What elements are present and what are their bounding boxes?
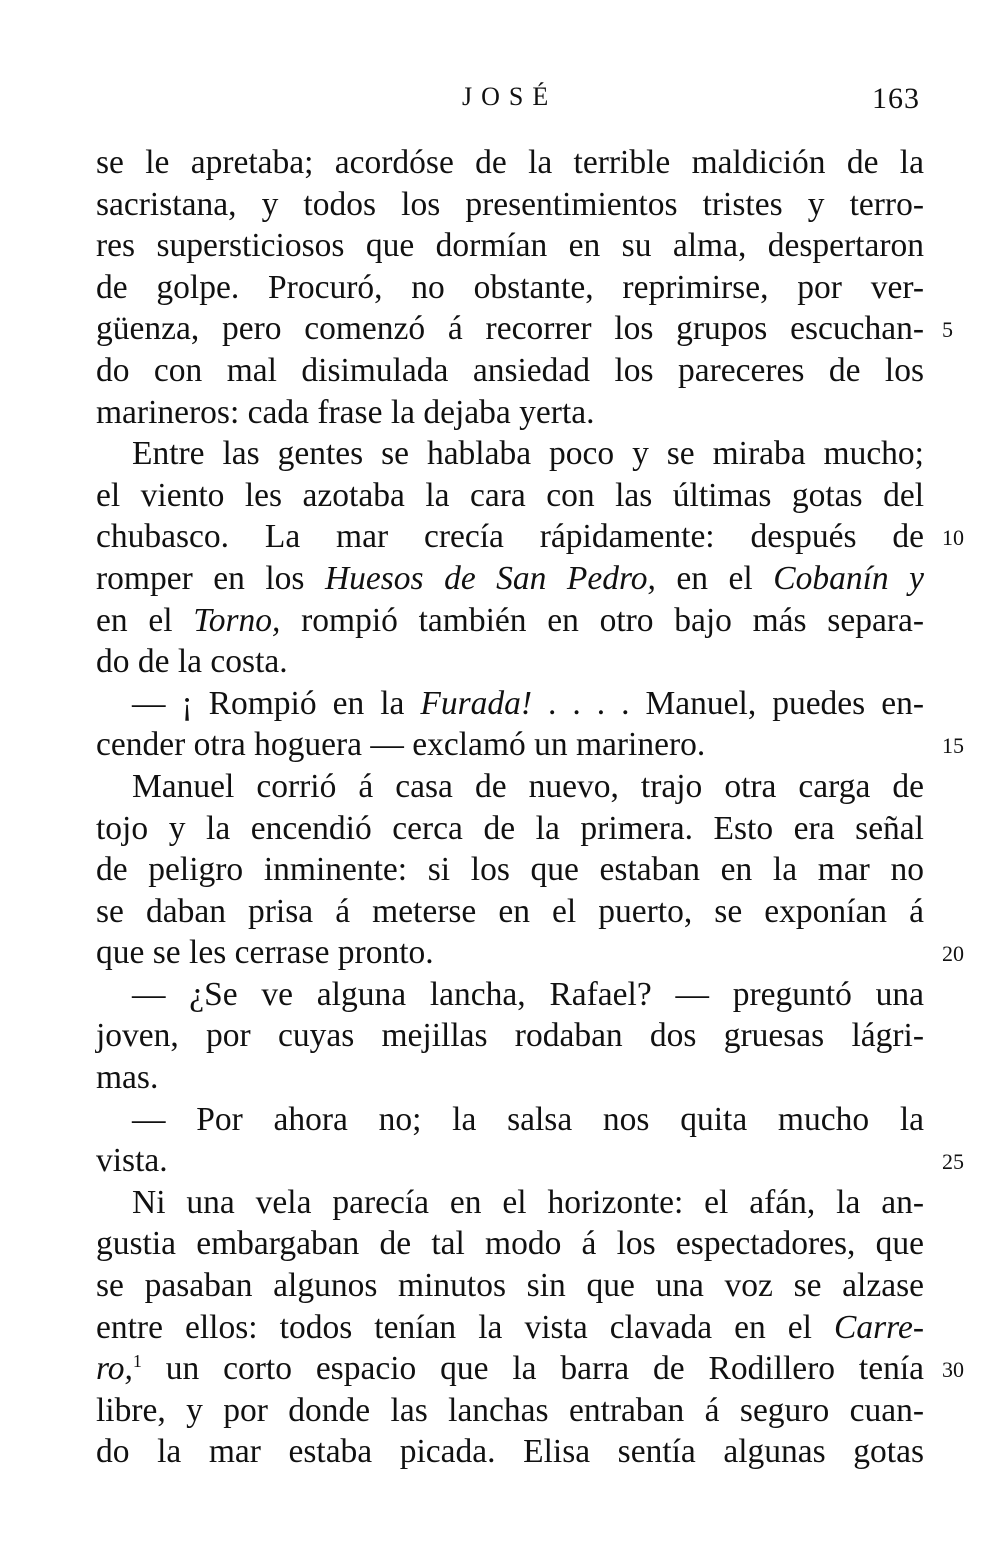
line-text: Manuel corrió á casa de nuevo, trajo otra carga de	[132, 767, 924, 805]
page-number: 163	[872, 82, 920, 115]
line-text: entre ellos: todos tenían la vista clavada en el	[96, 1308, 835, 1346]
line-text: joven, por cuyas mejillas rodaban dos gruesas lágri-	[96, 1017, 924, 1055]
line-text: gustia embargaban de tal modo á los espectadores, que	[96, 1225, 924, 1263]
text-line	[96, 516, 964, 558]
line-text: se daban prisa á meterse en el puerto, se exponían á	[96, 892, 924, 930]
line-number: 25	[942, 1149, 964, 1175]
line-text: sacristana, y todos los presentimientos tristes y terro-	[96, 185, 924, 223]
line-text: libre, y por donde las lanchas entraban á seguro cuan-	[96, 1391, 924, 1429]
italic-text: Carre-	[834, 1308, 924, 1346]
line-text: el viento les azotaba la cara con las últimas gotas del	[96, 476, 924, 514]
line-text: Ni una vela parecía en el horizonte: el afán, la an-	[132, 1183, 924, 1221]
line-text: — Por ahora no; la salsa nos quita mucho la	[132, 1100, 924, 1138]
line-text: se le apretaba; acordóse de la terrible maldición de la	[96, 144, 924, 181]
text-line	[96, 475, 924, 517]
line-text: se pasaban algunos minutos sin que una voz se alzase	[96, 1267, 924, 1305]
line-text: en el	[655, 559, 774, 597]
line-text: de golpe. Procuró, no obstante, reprimirse, por ver-	[96, 268, 924, 306]
body-text	[96, 142, 964, 1473]
line-number: 30	[942, 1357, 964, 1383]
line-number: 20	[942, 941, 964, 967]
text-line	[96, 1348, 964, 1390]
line-text: que se les cerrase pronto.	[96, 934, 434, 972]
text-line	[96, 1099, 924, 1141]
line-text: — ¿Se ve alguna lancha, Rafael? — preguntó una	[132, 975, 924, 1013]
line-number: 15	[942, 733, 964, 759]
line-text: Entre las gentes se hablaba poco y se miraba mucho;	[132, 435, 924, 473]
line-text: tojo y la encendió cerca de la primera. Esto era señal	[96, 809, 924, 847]
text-line	[96, 392, 924, 434]
line-text: güenza, pero comenzó á recorrer los grupos escuchan-	[96, 310, 924, 348]
text-line	[96, 932, 964, 974]
italic-text: Furada!	[420, 684, 533, 722]
text-line	[96, 142, 924, 184]
text-line	[96, 1015, 924, 1057]
line-text: rompió también en otro bajo más separa-	[280, 601, 925, 639]
text-line	[96, 724, 964, 766]
text-line	[96, 225, 924, 267]
text-line	[96, 766, 924, 808]
text-line	[96, 891, 924, 933]
text-line	[96, 1307, 924, 1349]
text-line	[96, 641, 924, 683]
line-text: romper en los	[96, 559, 325, 597]
line-text: de peligro inminente: si los que estaban en la mar no	[96, 851, 924, 889]
text-line	[96, 1182, 924, 1224]
italic-text: Huesos de San Pedro,	[324, 559, 656, 597]
line-text: cender otra hoguera — exclamó un marinero.	[96, 726, 706, 764]
line-text: res supersticiosos que dormían en su alma, despertaron	[96, 227, 924, 265]
running-head: JOSÉ	[462, 82, 558, 111]
text-line	[96, 267, 924, 309]
text-line	[96, 849, 924, 891]
line-text: — ¡ Rompió en la	[132, 684, 421, 722]
line-text: do con mal disimulada ansiedad los pareceres de los	[96, 351, 924, 389]
line-text: un corto espacio que la barra de Rodillero tenía	[141, 1350, 924, 1388]
text-line	[96, 1223, 924, 1265]
line-text: vista.	[96, 1142, 168, 1180]
italic-text: Torno,	[193, 601, 281, 639]
line-text: en el	[96, 601, 194, 639]
line-text: . . . . Manuel, puedes en-	[532, 684, 924, 722]
text-line	[96, 1140, 964, 1182]
text-line	[96, 433, 924, 475]
text-line	[96, 308, 953, 350]
line-text: chubasco. La mar crecía rápidamente: después de	[96, 518, 924, 556]
text-line	[96, 1390, 924, 1432]
line-number: 5	[942, 317, 953, 343]
line-text: do la mar estaba picada. Elisa sentía algunas gotas	[96, 1433, 924, 1471]
text-line	[96, 184, 924, 226]
page-header	[0, 82, 1000, 122]
text-line	[96, 1431, 924, 1473]
footnote-marker: 1	[132, 1351, 142, 1372]
text-line	[96, 350, 924, 392]
text-line	[96, 600, 924, 642]
text-line	[96, 683, 924, 725]
text-line	[96, 808, 924, 850]
line-text: do de la costa.	[96, 643, 288, 681]
italic-text: Cobanín y	[773, 559, 924, 597]
text-line	[96, 1057, 924, 1099]
line-text: marineros: cada frase la dejaba yerta.	[96, 393, 595, 431]
line-number: 10	[942, 525, 964, 551]
text-line	[96, 1265, 924, 1307]
line-text: mas.	[96, 1059, 159, 1097]
text-line	[96, 558, 924, 600]
italic-text: ro,	[96, 1350, 133, 1388]
text-line	[96, 974, 924, 1016]
